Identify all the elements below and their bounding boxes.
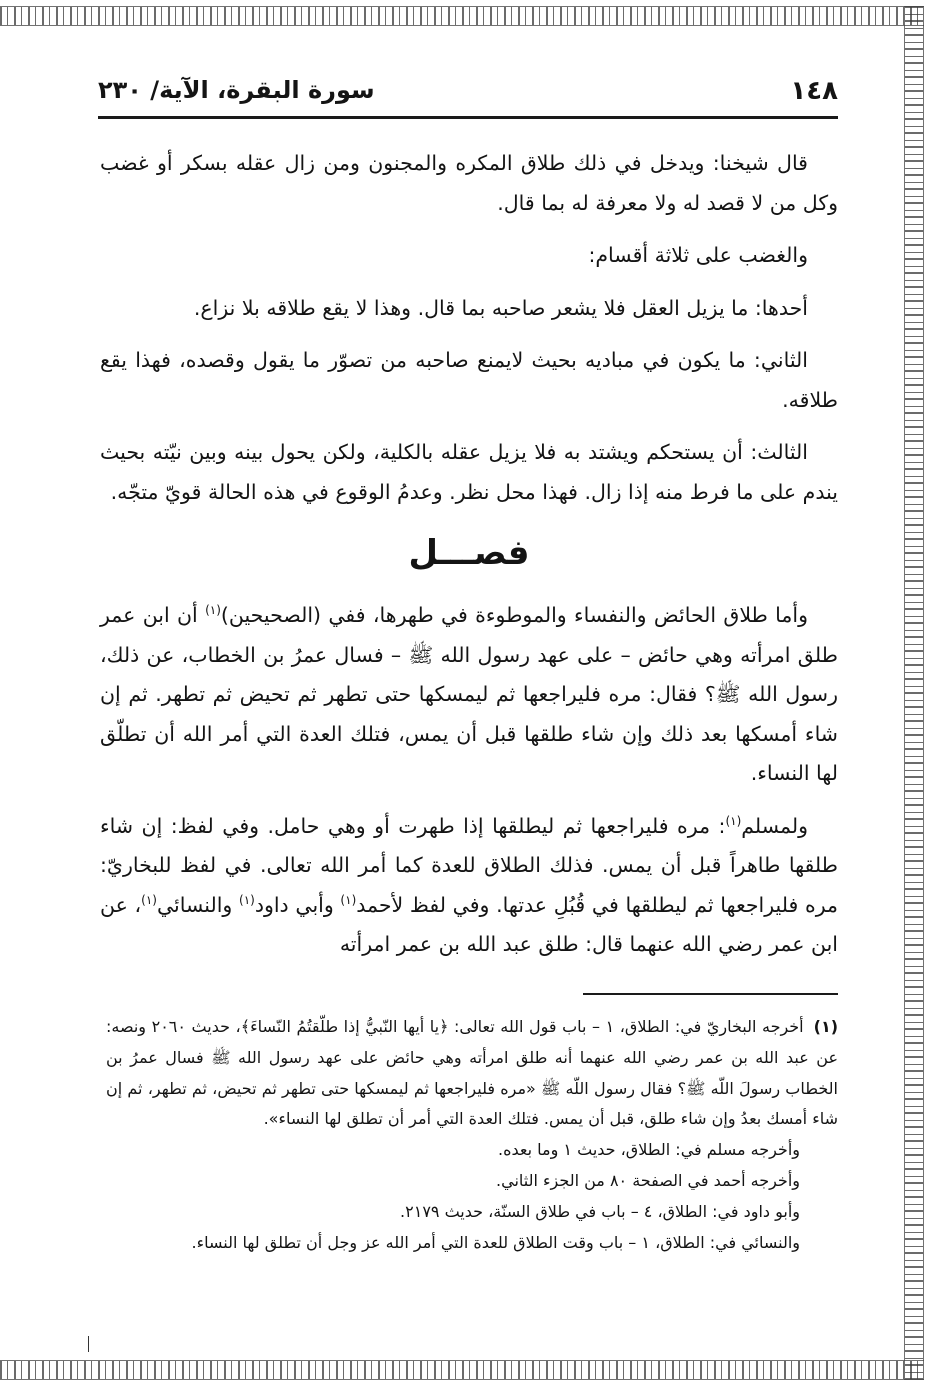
footnote-ref: (١) — [725, 813, 742, 828]
footnote-number: (١) — [813, 1017, 839, 1036]
footnote-line-3: وأخرجه أحمد في الصفحة ٨٠ من الجزء الثاني. — [496, 1170, 800, 1190]
paragraph-7 — [100, 807, 838, 965]
paragraph-7-text-d: والنسائي — [156, 892, 239, 917]
paragraph-6-text-b: أن ابن عمر طلق امرأته وهي حائض – على عهد رسول الله ﷺ – فسال عمرُ بن الخطاب، عن ذلك، رسول الله ﷺ؟ فقال: مره فليراجعها ثم ليمسكها حتى تطهر ثم تحيض ثم تطهر. ثم إن شاء أمسكها بعد ذلك وإن شاء طلقها قبل أن يمس، فتلك العدة التي أمر الله أن تطلّق لها النساء. — [100, 603, 838, 785]
paragraph-7-text-c: وأبي داود — [254, 892, 341, 917]
footnote-ref: (١) — [141, 892, 157, 907]
footnote-ref: (١) — [239, 892, 255, 907]
paragraph-6 — [100, 596, 838, 794]
footnote-line-4: وأبو داود في: الطلاق، ٤ – باب في طلاق السنّة، حديث ٢١٧٩. — [400, 1201, 800, 1221]
footnote-separator — [583, 993, 838, 995]
footnotes — [106, 1012, 838, 1258]
paragraph-7-text-b: : مره فليراجعها ثم ليطلقها إذا طهرت أو وهي حامل. وفي لفظ: إن شاء طلقها طاهراً قبل أن يمس. فذلك الطلاق للعدة كما أمر الله تعالى. في لفظ للبخاريّ: مره فليراجعها ثم ليطلقها في قُبُلِ عدتها. وفي لفظ لأحمد — [100, 813, 838, 917]
section-heading: فصـــل — [408, 533, 530, 573]
margin-mark — [88, 1336, 89, 1352]
ornamental-border-top — [0, 6, 924, 26]
footnote-1 — [106, 1012, 838, 1135]
footnote-ref: (١) — [340, 892, 357, 907]
paragraph-3: أحدها: ما يزيل العقل فلا يشعر صاحبه بما قال. وهذا لا يقع طلاقه بلا نزاع. — [193, 295, 808, 320]
footnote-line-5: والنسائي في: الطلاق، ١ – باب وقت الطلاق للعدة التي أمر الله عز وجل أن تطلق لها النساء. — [191, 1232, 800, 1252]
paragraph-6-text-a: وأما طلاق الحائض والنفساء والموطوءة في طهرها، ففي (الصحيحين) — [220, 603, 808, 627]
ornamental-border-bottom — [0, 1360, 924, 1380]
paragraph-1: قال شيخنا: ويدخل في ذلك طلاق المكره والمجنون ومن زال عقله بسكر أو غضب وكل من لا قصد له ولا معرفة له بما قال. — [100, 151, 838, 215]
footnote-1-text: أخرجه البخاريّ في: الطلاق، ١ – باب قول الله تعالى: ﴿يا أيها النّبيُّ إذا طلّقتُمُ النّساءَ﴾، حديث ٢٠٦٠ ونصه: عن عبد الله بن عمر رضي الله عنهما أنه طلق امرأته وهي حائض على عهد رسول الله ﷺ فسال عمرُ بن الخطاب رسولَ اللّه ﷺ؟ فقال رسول اللّه ﷺ «مره فليراجعها ثم ليمسكها حتى تطهر ثم تحيض، ثم تطهر، ثم إن شاء أمسك بعدُ وإن شاء طلق، قبل أن يمس. فتلك العدة التي أمر أن تطلق لها النساء». — [106, 1017, 838, 1129]
main-text — [100, 144, 838, 978]
footnote-ref: (١) — [205, 603, 221, 618]
paragraph-7-text-a: ولمسلم — [741, 813, 808, 838]
page-header — [98, 72, 838, 119]
footnote-line-2: وأخرجه مسلم في: الطلاق، حديث ١ وما بعده. — [498, 1140, 800, 1160]
paragraph-2: والغضب على ثلاثة أقسام: — [588, 243, 808, 267]
paragraph-4: الثاني: ما يكون في مباديه بحيث لايمنع صاحبه من تصوّر ما يقول وقصده، فهذا يقع طلاقه. — [100, 348, 838, 412]
page-number: ١٤٨ — [790, 76, 838, 106]
paragraph-7-text-e: ، عن ابن عمر رضي الله عنهما قال: طلق عبد الله بن عمر امرأته — [100, 892, 838, 956]
paragraph-5: الثالث: أن يستحكم ويشتد به فلا يزيل عقله بالكلية، ولكن يحول بينه وبين نيّته بحيث يندم على ما فرط منه إذا زال. فهذا محل نظر. وعدمُ الوقوع في هذه الحالة قويّ متجّه. — [100, 440, 838, 504]
ornamental-border-right — [904, 6, 924, 1380]
running-title: سورة البقرة، الآية/ ٢٣٠ — [98, 76, 375, 104]
